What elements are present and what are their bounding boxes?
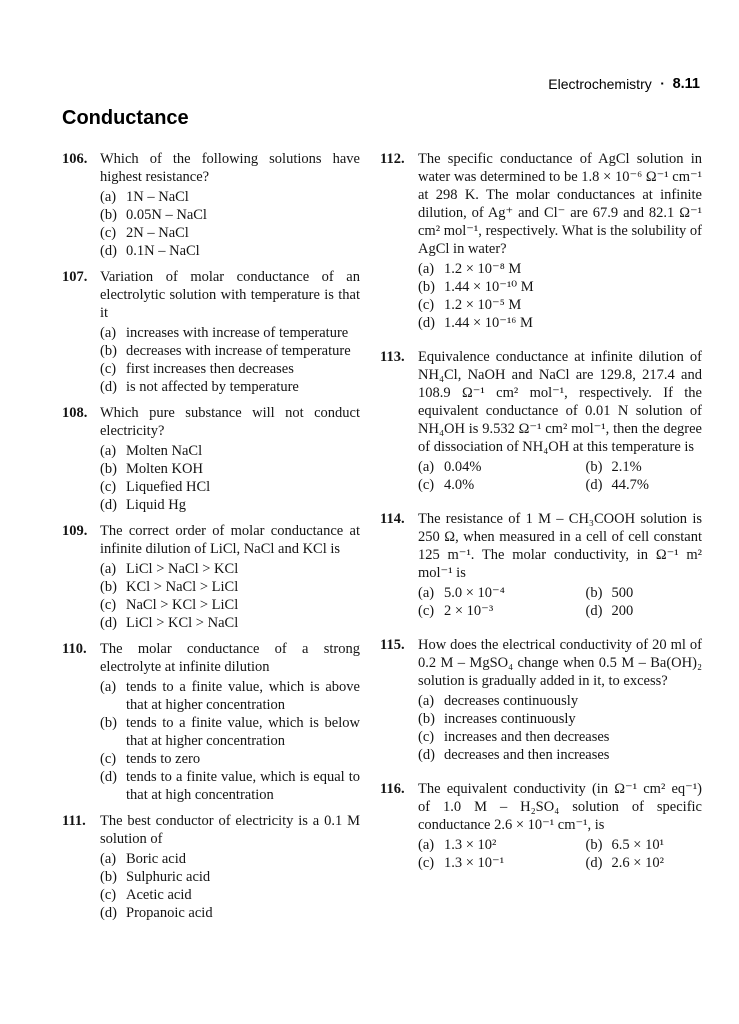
option-row	[418, 278, 702, 296]
option-text: 4.0%	[444, 477, 475, 493]
question-options	[100, 850, 360, 922]
option-label: (b)	[100, 715, 117, 731]
option-label: (b)	[100, 343, 117, 359]
question-head	[62, 812, 360, 848]
question-head	[380, 150, 702, 258]
option-text: 0.05N – NaCl	[126, 207, 207, 223]
option-text: Acetic acid	[126, 887, 192, 903]
option-row	[418, 746, 702, 764]
option-label: (d)	[585, 477, 603, 493]
question-options	[418, 692, 702, 764]
question-head	[380, 636, 702, 690]
question-number: 111.	[62, 813, 86, 829]
option-label: (c)	[418, 477, 435, 493]
option-label: (a)	[100, 679, 117, 695]
option-row	[586, 854, 702, 872]
question-options	[418, 260, 702, 332]
option-row	[100, 560, 360, 578]
option-label: (c)	[418, 855, 435, 871]
option-label: (a)	[100, 851, 117, 867]
option-text: is not affected by temperature	[126, 379, 299, 395]
option-row	[100, 460, 360, 478]
option-text: 0.1N – NaCl	[126, 243, 200, 259]
option-text: increases continuously	[444, 711, 576, 727]
question-text: The correct order of molar conductance at infinite dilution of LiCl, NaCl and KCl is	[100, 523, 360, 557]
question-options	[100, 560, 360, 632]
option-row	[100, 242, 360, 260]
option-row	[100, 206, 360, 224]
option-row	[418, 260, 702, 278]
option-row	[100, 496, 360, 514]
option-text: 200	[611, 603, 634, 619]
question-head	[62, 404, 360, 440]
option-label: (b)	[100, 207, 117, 223]
question-number: 109.	[62, 523, 88, 539]
option-label: (b)	[585, 585, 603, 601]
question-options	[100, 324, 360, 396]
option-row	[418, 296, 702, 314]
option-label: (c)	[418, 297, 435, 313]
question-text: The specific conductance of AgCl solution in water was determined to be 1.8 × 10⁻⁶ Ω⁻¹ cm⁻¹ at 298 K. The molar conductances at infinite dilution, of Ag⁺ and Cl⁻ are 67.9 and 82.1 Ω⁻¹ cm² mol⁻¹, respectively. What is the solubility of AgCl in water?	[418, 151, 702, 257]
question-block	[380, 348, 702, 494]
option-label: (b)	[100, 461, 117, 477]
option-text: Boric acid	[126, 851, 186, 867]
page-number: 8.11	[672, 76, 700, 92]
section-label: Electrochemistry	[548, 76, 652, 92]
option-row	[418, 602, 586, 620]
option-text: 1.3 × 10²	[444, 837, 497, 853]
option-row	[100, 342, 360, 360]
option-label: (b)	[418, 279, 435, 295]
option-text: increases with increase of temperature	[126, 325, 349, 341]
question-number: 116.	[380, 781, 405, 797]
option-label: (a)	[418, 693, 435, 709]
option-text: tends to zero	[126, 751, 201, 767]
option-text: 2.6 × 10²	[611, 855, 664, 871]
option-row	[100, 614, 360, 632]
option-row	[586, 584, 702, 602]
option-text: tends to a finite value, which is above that at higher concentration	[126, 679, 360, 713]
option-row	[100, 324, 360, 342]
option-row	[100, 768, 360, 804]
option-row	[418, 458, 586, 476]
option-text: first increases then decreases	[126, 361, 294, 377]
page-header	[548, 76, 700, 92]
option-text: 2N – NaCl	[126, 225, 189, 241]
question-text: Equivalence conductance at infinite dilution of NH₄Cl, NaOH and NaCl are 129.8, 217.4 and 108.9 Ω⁻¹ cm² mol⁻¹, respectively. If the equivalent conductance of 0.01 N solution of NH₄OH is 9.532 Ω⁻¹ cm² mol⁻¹, then the degree of dissociation of NH₄OH at this temperature is	[418, 349, 702, 455]
question-head	[62, 522, 360, 558]
question-options	[100, 678, 360, 804]
option-text: 5.0 × 10⁻⁴	[444, 585, 505, 601]
option-text: Molten KOH	[126, 461, 203, 477]
option-text: 6.5 × 10¹	[611, 837, 664, 853]
question-text: Which of the following solutions have highest resistance?	[100, 151, 360, 185]
option-label: (b)	[418, 711, 435, 727]
option-row	[100, 750, 360, 768]
option-text: 1.44 × 10⁻¹⁰ M	[444, 279, 534, 295]
option-text: 1.44 × 10⁻¹⁶ M	[444, 315, 533, 331]
option-label: (a)	[418, 837, 435, 853]
question-head	[380, 510, 702, 582]
option-row	[418, 314, 702, 332]
question-head	[62, 268, 360, 322]
question-options	[418, 836, 702, 872]
option-label: (b)	[585, 837, 603, 853]
option-label: (c)	[100, 597, 117, 613]
option-label: (d)	[100, 243, 117, 259]
option-text: increases and then decreases	[444, 729, 610, 745]
option-row	[100, 578, 360, 596]
question-number: 107.	[62, 269, 88, 285]
option-label: (a)	[418, 459, 435, 475]
question-number: 110.	[62, 641, 87, 657]
option-text: 1.3 × 10⁻¹	[444, 855, 505, 871]
question-head	[62, 150, 360, 186]
question-block	[62, 268, 360, 396]
question-block	[380, 150, 702, 332]
option-text: 0.04%	[444, 459, 482, 475]
option-row	[418, 584, 586, 602]
option-row	[100, 596, 360, 614]
option-text: NaCl > KCl > LiCl	[126, 597, 239, 613]
question-block	[62, 150, 360, 260]
option-text: 2 × 10⁻³	[444, 603, 494, 619]
right-column	[380, 150, 702, 930]
question-text: The molar conductance of a strong electrolyte at infinite dilution	[100, 641, 360, 675]
option-label: (d)	[100, 769, 117, 785]
option-row	[100, 224, 360, 242]
option-label: (d)	[585, 855, 603, 871]
option-row	[100, 868, 360, 886]
question-options	[100, 442, 360, 514]
option-label: (a)	[418, 261, 435, 277]
question-number: 112.	[380, 151, 405, 167]
question-number: 114.	[380, 511, 405, 527]
option-row	[418, 710, 702, 728]
option-row	[100, 378, 360, 396]
option-label: (b)	[585, 459, 603, 475]
option-row	[418, 476, 586, 494]
option-row	[100, 886, 360, 904]
questions-content	[62, 150, 702, 930]
option-row	[100, 850, 360, 868]
option-text: 2.1%	[611, 459, 642, 475]
option-text: tends to a finite value, which is below that at higher concentration	[126, 715, 360, 749]
option-label: (a)	[100, 443, 117, 459]
question-block	[62, 812, 360, 922]
question-options	[418, 584, 702, 620]
option-row	[418, 728, 702, 746]
option-label: (d)	[100, 615, 117, 631]
option-text: tends to a finite value, which is equal to that at high concentration	[126, 769, 360, 803]
option-label: (c)	[100, 225, 117, 241]
question-text: Variation of molar conductance of an electrolytic solution with temperature is that it	[100, 269, 360, 321]
option-text: decreases continuously	[444, 693, 579, 709]
question-options	[100, 188, 360, 260]
option-label: (c)	[100, 751, 117, 767]
option-label: (c)	[100, 887, 117, 903]
question-block	[62, 640, 360, 804]
option-label: (c)	[418, 729, 435, 745]
option-text: Propanoic acid	[126, 905, 213, 921]
option-label: (b)	[100, 869, 117, 885]
option-row	[418, 836, 586, 854]
option-label: (c)	[100, 361, 117, 377]
option-text: KCl > NaCl > LiCl	[126, 579, 239, 595]
option-text: 1.2 × 10⁻⁵ M	[444, 297, 522, 313]
option-text: LiCl > NaCl > KCl	[126, 561, 239, 577]
question-text: The resistance of 1 M – CH₃COOH solution is 250 Ω, when measured in a cell of cell constant 125 m⁻¹. The molar conductivity, in Ω⁻¹ m² mol⁻¹ is	[418, 511, 702, 581]
option-label: (b)	[100, 579, 117, 595]
option-label: (d)	[585, 603, 603, 619]
question-block	[380, 636, 702, 764]
option-row	[100, 188, 360, 206]
option-row	[586, 602, 702, 620]
option-text: 44.7%	[611, 477, 650, 493]
option-row	[586, 458, 702, 476]
option-label: (d)	[100, 905, 117, 921]
option-text: LiCl > KCl > NaCl	[126, 615, 239, 631]
option-row	[100, 678, 360, 714]
question-head	[380, 780, 702, 834]
option-text: Liquid Hg	[126, 497, 187, 513]
question-block	[380, 780, 702, 872]
option-row	[418, 854, 586, 872]
question-text: The equivalent conductivity (in Ω⁻¹ cm² eq⁻¹) of 1.0 M – H₂SO₄ solution of specific conductance 2.6 × 10⁻¹ cm⁻¹, is	[418, 781, 702, 833]
option-text: 1N – NaCl	[126, 189, 189, 205]
question-number: 108.	[62, 405, 88, 421]
option-label: (c)	[100, 479, 117, 495]
option-row	[586, 476, 702, 494]
option-text: Molten NaCl	[126, 443, 203, 459]
question-number: 106.	[62, 151, 88, 167]
option-label: (d)	[100, 379, 117, 395]
option-text: Sulphuric acid	[126, 869, 211, 885]
option-label: (a)	[100, 189, 117, 205]
question-block	[62, 404, 360, 514]
question-text: How does the electrical conductivity of 20 ml of 0.2 M – MgSO₄ change when 0.5 M – Ba(OH)₂ solution is gradually added in it, to excess?	[418, 637, 702, 689]
option-row	[100, 442, 360, 460]
option-row	[100, 478, 360, 496]
option-row	[100, 904, 360, 922]
square-bullet-icon: ▪	[660, 79, 664, 88]
option-label: (d)	[100, 497, 117, 513]
question-head	[380, 348, 702, 456]
question-number: 115.	[380, 637, 405, 653]
option-row	[586, 836, 702, 854]
option-label: (a)	[100, 325, 117, 341]
question-block	[380, 510, 702, 620]
option-label: (d)	[418, 747, 435, 763]
option-label: (a)	[418, 585, 435, 601]
option-text: decreases with increase of temperature	[126, 343, 351, 359]
option-text: decreases and then increases	[444, 747, 610, 763]
option-label: (a)	[100, 561, 117, 577]
option-row	[418, 692, 702, 710]
question-head	[62, 640, 360, 676]
section-title: Conductance	[62, 107, 189, 129]
question-options	[418, 458, 702, 494]
question-text: Which pure substance will not conduct electricity?	[100, 405, 360, 439]
option-row	[100, 360, 360, 378]
option-text: 1.2 × 10⁻⁸ M	[444, 261, 522, 277]
question-text: The best conductor of electricity is a 0.1 M solution of	[100, 813, 360, 847]
question-number: 113.	[380, 349, 405, 365]
option-text: 500	[611, 585, 634, 601]
option-label: (d)	[418, 315, 435, 331]
option-label: (c)	[418, 603, 435, 619]
question-block	[62, 522, 360, 632]
option-text: Liquefied HCl	[126, 479, 211, 495]
left-column	[62, 150, 360, 930]
option-row	[100, 714, 360, 750]
